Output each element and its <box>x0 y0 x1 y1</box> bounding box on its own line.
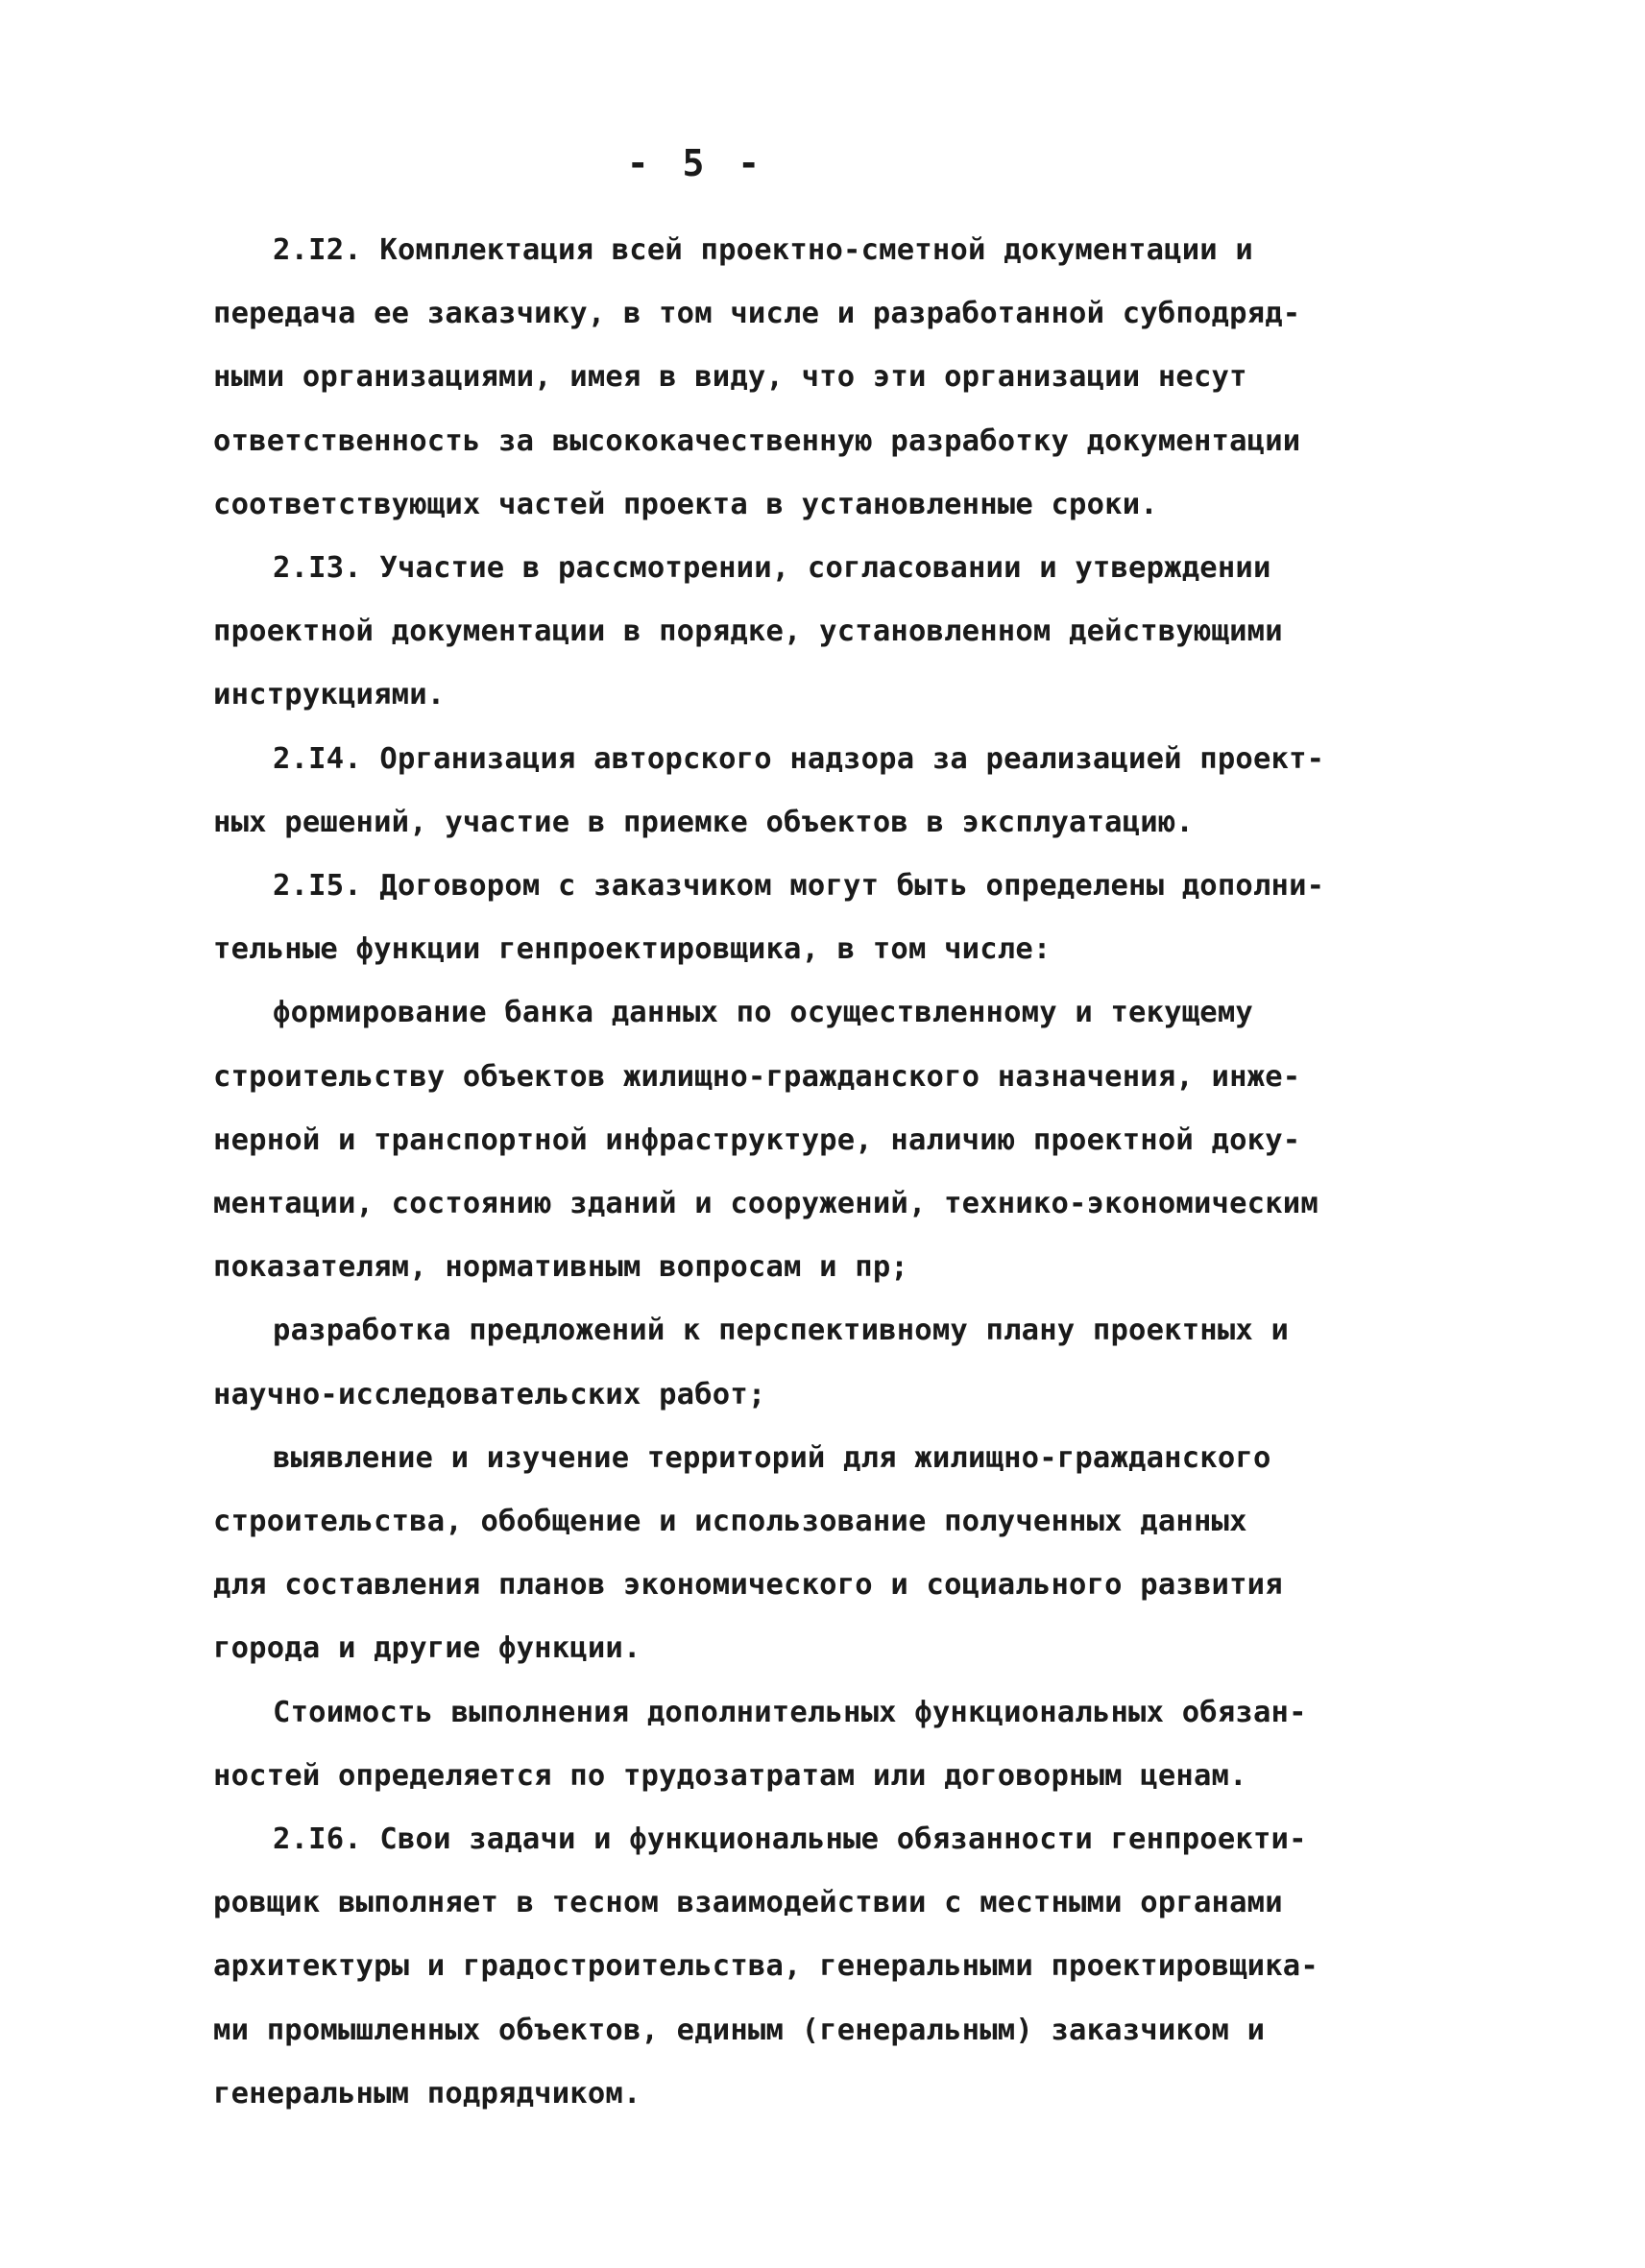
text-line: выявление и изучение территорий для жилищно-гражданского <box>273 1440 1271 1475</box>
text-line: инструкциями. <box>213 678 446 712</box>
text-line: нерной и транспортной инфраструктуре, наличию проектной доку- <box>213 1122 1301 1157</box>
body-text <box>213 219 1471 2126</box>
text-line: Стоимость выполнения дополнительных функциональных обязан- <box>273 1695 1307 1729</box>
text-line: разработка предложений к перспективному плану проектных и <box>273 1314 1290 1348</box>
text-line: ми промышленных объектов, единым (генеральным) заказчиком и <box>213 2013 1266 2047</box>
text-line: 2.I4. Организация авторского надзора за реализацией проект- <box>273 741 1325 776</box>
text-line: научно-исследовательских работ; <box>213 1377 766 1411</box>
text-line: ных решений, участие в приемке объектов в эксплуатацию. <box>213 805 1194 839</box>
text-line: показателям, нормативным вопросам и пр; <box>213 1250 908 1285</box>
text-line: передача ее заказчику, в том числе и разработанной субподряд- <box>213 297 1301 331</box>
text-line: ответственность за высококачественную разработку документации <box>213 423 1301 458</box>
text-line: ровщик выполняет в тесном взаимодействии с местными органами <box>213 1886 1283 1920</box>
text-line: проектной документации в порядке, установленном действующими <box>213 615 1283 649</box>
page-number: - 5 - <box>626 142 766 184</box>
text-line: ностей определяется по трудозатратам или договорным ценам. <box>213 1758 1247 1793</box>
text-line: соответствующих частей проекта в установленные сроки. <box>213 487 1158 521</box>
text-line: 2.I6. Свои задачи и функциональные обязанности генпроекти- <box>273 1822 1307 1857</box>
text-line: формирование банка данных по осуществленному и текущему <box>273 996 1253 1030</box>
text-line: тельные функции генпроектировщика, в том числе: <box>213 932 1052 967</box>
text-line: города и другие функции. <box>213 1631 641 1666</box>
text-line: 2.I5. Договором с заказчиком могут быть определены дополни- <box>273 869 1325 904</box>
text-line: генеральным подрядчиком. <box>213 2076 641 2111</box>
text-line: для составления планов экономического и социального развития <box>213 1568 1283 1603</box>
text-line: строительства, обобщение и использование полученных данных <box>213 1505 1247 1539</box>
text-line: 2.I3. Участие в рассмотрении, согласовании и утверждении <box>273 551 1271 586</box>
text-line: 2.I2. Комплектация всей проектно-сметной документации и <box>273 233 1253 267</box>
text-line: строительству объектов жилищно-гражданского назначения, инже- <box>213 1059 1301 1094</box>
text-line: архитектуры и градостроительства, генеральными проектировщика- <box>213 1949 1318 1984</box>
text-line: ными организациями, имея в виду, что эти организации несут <box>213 360 1247 395</box>
text-line: ментации, состоянию зданий и сооружений, технико-экономическим <box>213 1187 1318 1221</box>
